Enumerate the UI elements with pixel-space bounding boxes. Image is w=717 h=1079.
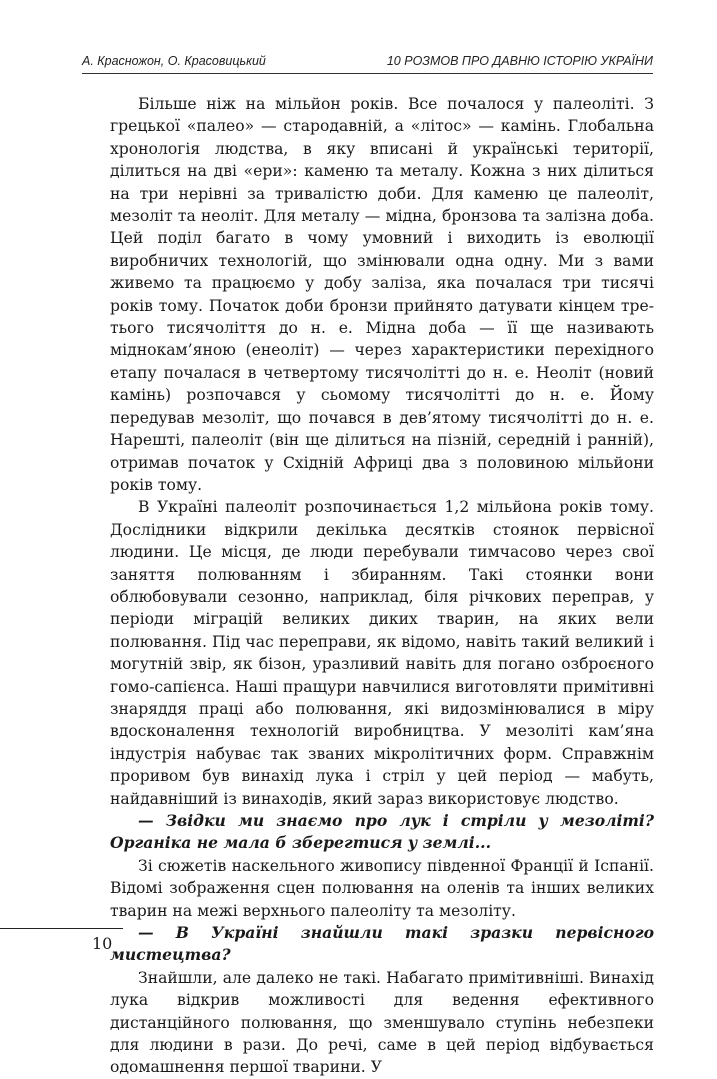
paragraph: Знайшли, але далеко не такі. Набагато примітивніші. Винахід лука відкрив можливості для ведення ефективного дистанційного полювання, що зменшувало ступінь небезпеки для людини в рази. До речі, саме в цей період відбувається одомашнення першої тварини. У <box>110 968 654 1077</box>
running-head-authors: А. Красножон, О. Красовицький <box>82 54 266 68</box>
main-text <box>110 93 654 1079</box>
header-rule <box>82 73 653 74</box>
footer-rule <box>0 928 123 929</box>
running-head <box>82 54 653 68</box>
paragraph: Зі сюжетів наскельного живопису південної Франції й Іспанії. Відомі зображення сцен полювання на оленів та інших великих тварин на межі верхнього палеоліту та мезоліту. <box>110 856 654 920</box>
running-head-title: 10 РОЗМОВ ПРО ДАВНЮ ІСТОРІЮ УКРАЇНИ <box>386 54 653 68</box>
paragraph: В Україні палеоліт розпочинається 1,2 мільйона років тому. Дослідники відкрили декілька десятків стоянок первісної людини. Це місця, де люди перебували тимчасово через свої заняття полюванням і збиранням. Такі стоянки вони облюбовували сезонно, наприклад, біля річкових переправ, у періоди міграцій великих диких тварин, на яких вели полювання. Під час переправи, як відомо, навіть такий великий і могутній звір, як бізон, уразливий навіть для погано озброєного гомо-сапієнса. Наші пращури навчилися виготовляти примітивні знаряддя праці або полювання, які видозмінювалися в міру вдосконалення технологій виробництва. У мезоліті кам’яна індустрія набуває так званих мікролітичних форм. Справжнім проривом був винахід лука і стріл у цей період — мабуть, найдавніший із винаходів, який зараз використовує людство. <box>110 498 654 808</box>
interview-question: — В Україні знайшли такі зразки первісного мистецтва? <box>110 923 654 965</box>
interview-question: — Звідки ми знаємо про лук і стріли у мезоліті? Органіка не мала б зберегтися у землі... <box>110 811 654 853</box>
paragraph: Більше ніж на мільйон років. Все почалося у палеоліті. З грецької «палео» — стародавній, а «літос» — камінь. Глобальна хронологія людства, в яку вписані й українські території, ділиться на дві «ери»: каменю та металу. Кожна з них ділиться на три нерівні за тривалістю доби. Для каменю це палеоліт, мезоліт та неоліт. Для металу — мідна, бронзова та залізна доба. Цей поділ багато в чому умовний і виходить із еволюції виробничих технологій, що змінювали одна одну. Ми з вами живемо та працюємо у добу заліза, яка почалася три тисячі років тому. Початок доби бронзи прийнято датувати кінцем третього тисячоліття до н. е. Мідна доба — її ще називають міднокам’яною (енеоліт) — через характеристики перехідного етапу почалася в четвертому тисячолітті до н. е. Неоліт (новий камінь) розпочався у сьомому тисячолітті до н. е. Йому передував мезоліт, що почався в дев’ятому тисячолітті до н. е. Нарешті, палеоліт (він ще ділиться на пізній, середній і ранній), отримав початок у Східній Африці два з половиною мільйони років тому. <box>110 95 654 494</box>
page-number: 10 <box>92 934 113 953</box>
